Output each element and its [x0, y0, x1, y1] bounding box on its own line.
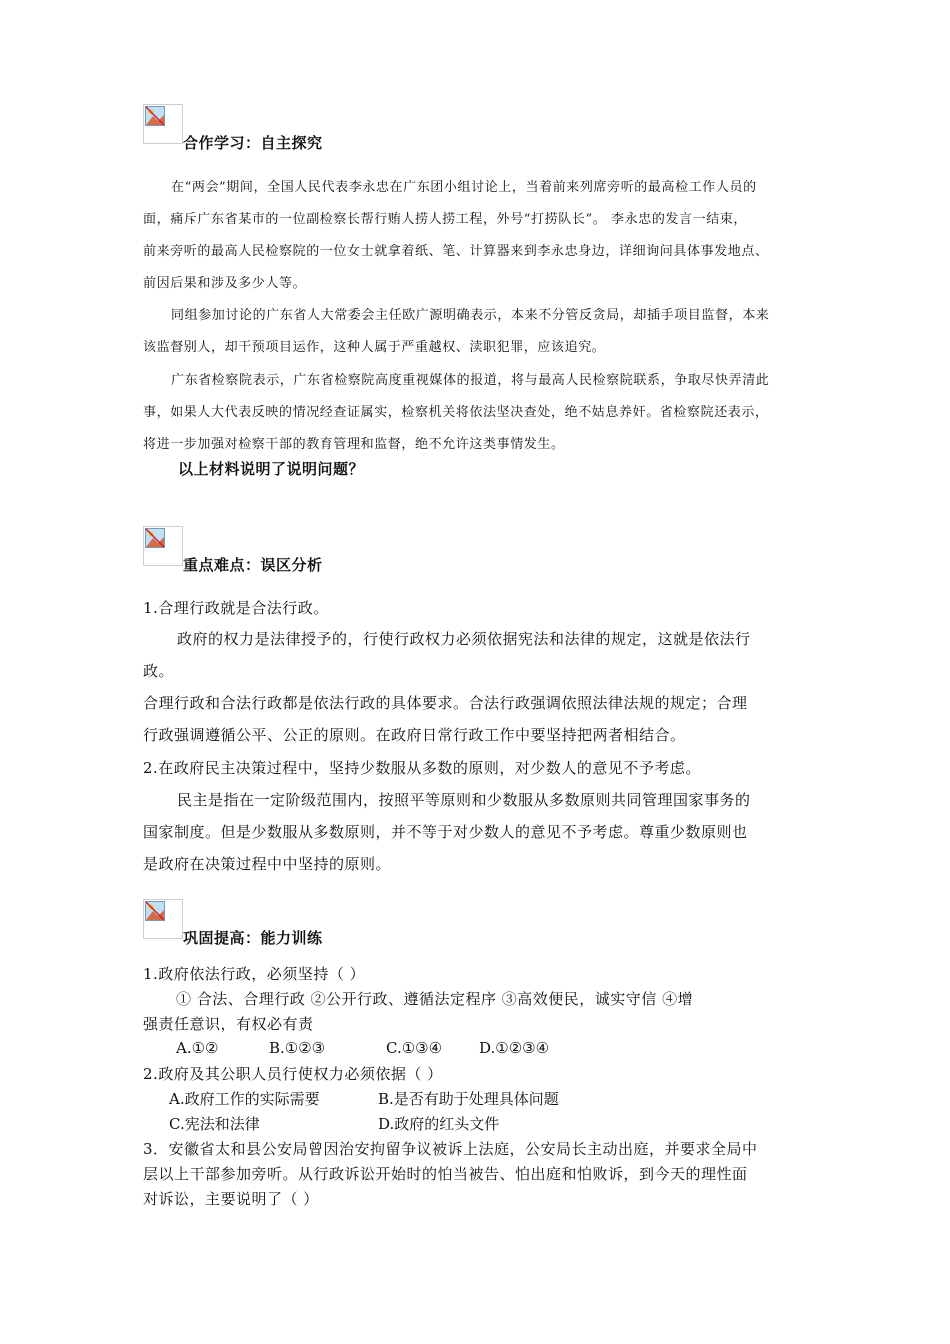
paragraph-line: 前因后果和涉及多少人等。 — [143, 276, 307, 291]
paragraph-line: 事，如果人大代表反映的情况经查证属实，检察机关将依法坚决查处，绝不姑息养奸。省检察院还表示， — [143, 405, 769, 420]
question-2-option-c[interactable]: C.宪法和法律 — [169, 1115, 260, 1133]
paragraph-line: 广东省检察院表示，广东省检察院高度重视媒体的报道，将与最高人民检察院联系，争取尽快弄清此 — [171, 373, 770, 388]
question-2-option-b[interactable]: B.是否有助于处理具体问题 — [378, 1090, 559, 1108]
section-header-cooperative-learning — [143, 104, 643, 152]
paragraph-line: 是政府在决策过程中中坚持的原则。 — [143, 855, 392, 873]
question-1-stem: 1.政府依法行政，必须坚持（ ） — [143, 965, 366, 983]
paragraph-line: 合理行政和合法行政都是依法行政的具体要求。合法行政强调依照法律法规的规定；合理 — [143, 694, 748, 712]
section-title: 巩固提高：能力训练 — [183, 929, 323, 947]
question-3-line: 层以上干部参加旁听。从行政诉讼开始时的怕当被告、怕出庭和怕败诉，到今天的理性面 — [143, 1165, 748, 1183]
question-1-items: ① 合法、合理行政 ②公开行政、遵循法定程序 ③高效便民，诚实守信 ④增 — [176, 990, 694, 1008]
question-1-option-b[interactable]: B.①②③ — [269, 1039, 326, 1057]
discussion-question: 以上材料说明了说明问题？ — [178, 460, 365, 478]
question-1-option-d[interactable]: D.①②③④ — [479, 1039, 550, 1057]
question-2-stem: 2.政府及其公职人员行使权力必须依据（ ） — [143, 1065, 443, 1083]
section-title: 重点难点：误区分析 — [183, 556, 323, 574]
paragraph-line: 面，痛斥广东省某市的一位副检察长帮行贿人捞人捞工程，外号“打捞队长”。 李永忠的发言一结束， — [143, 212, 748, 227]
paragraph-line: 在“两会”期间，全国人民代表李永忠在广东团小组讨论上，当着前来列席旁听的最高检工作人员的 — [171, 180, 757, 195]
paragraph-line: 民主是指在一定阶级范围内，按照平等原则和少数服从多数原则共同管理国家事务的 — [177, 791, 751, 809]
paragraph-line: 同组参加讨论的广东省人大常委会主任欧广源明确表示，本来不分管反贪局，却插手项目监督，本来 — [171, 308, 770, 323]
misconception-statement: 2.在政府民主决策过程中，坚持少数服从多数的原则，对少数人的意见不予考虑。 — [143, 759, 701, 777]
broken-image-icon — [143, 104, 183, 144]
question-3-line: 对诉讼，主要说明了（ ） — [143, 1190, 319, 1208]
broken-image-icon — [143, 899, 183, 939]
paragraph-line: 将进一步加强对检察干部的教育管理和监督，绝不允许这类事情发生。 — [143, 437, 565, 452]
question-1-items: 强责任意识，有权必有责 — [143, 1015, 314, 1033]
question-2-option-a[interactable]: A.政府工作的实际需要 — [169, 1090, 320, 1108]
paragraph-line: 行政强调遵循公平、公正的原则。在政府日常行政工作中要坚持把两者相结合。 — [143, 726, 686, 744]
paragraph-line: 政。 — [143, 662, 175, 680]
paragraph-line: 政府的权力是法律授予的，行使行政权力必须依据宪法和法律的规定，这就是依法行 — [177, 630, 751, 648]
broken-image-icon — [143, 526, 183, 566]
paragraph-line: 前来旁听的最高人民检察院的一位女士就拿着纸、笔、计算器来到李永忠身边，详细询问具体事发地点、 — [143, 244, 769, 259]
section-header-key-difficulties — [143, 526, 643, 574]
paragraph-line: 国家制度。但是少数服从多数原则，并不等于对少数人的意见不予考虑。尊重少数原则也 — [143, 823, 748, 841]
question-1-option-a[interactable]: A.①② — [176, 1039, 219, 1057]
question-3-line: 3．安徽省太和县公安局曾因治安拘留争议被诉上法庭，公安局长主动出庭，并要求全局中 — [143, 1140, 758, 1158]
paragraph-line: 该监督别人，却干预项目运作，这种人属于严重越权、渎职犯罪，应该追究。 — [143, 340, 606, 355]
question-2-option-d[interactable]: D.政府的红头文件 — [378, 1115, 500, 1133]
section-title: 合作学习：自主探究 — [183, 134, 323, 152]
section-header-practice — [143, 899, 643, 947]
question-1-option-c[interactable]: C.①③④ — [386, 1039, 443, 1057]
misconception-statement: 1.合理行政就是合法行政。 — [143, 599, 329, 617]
